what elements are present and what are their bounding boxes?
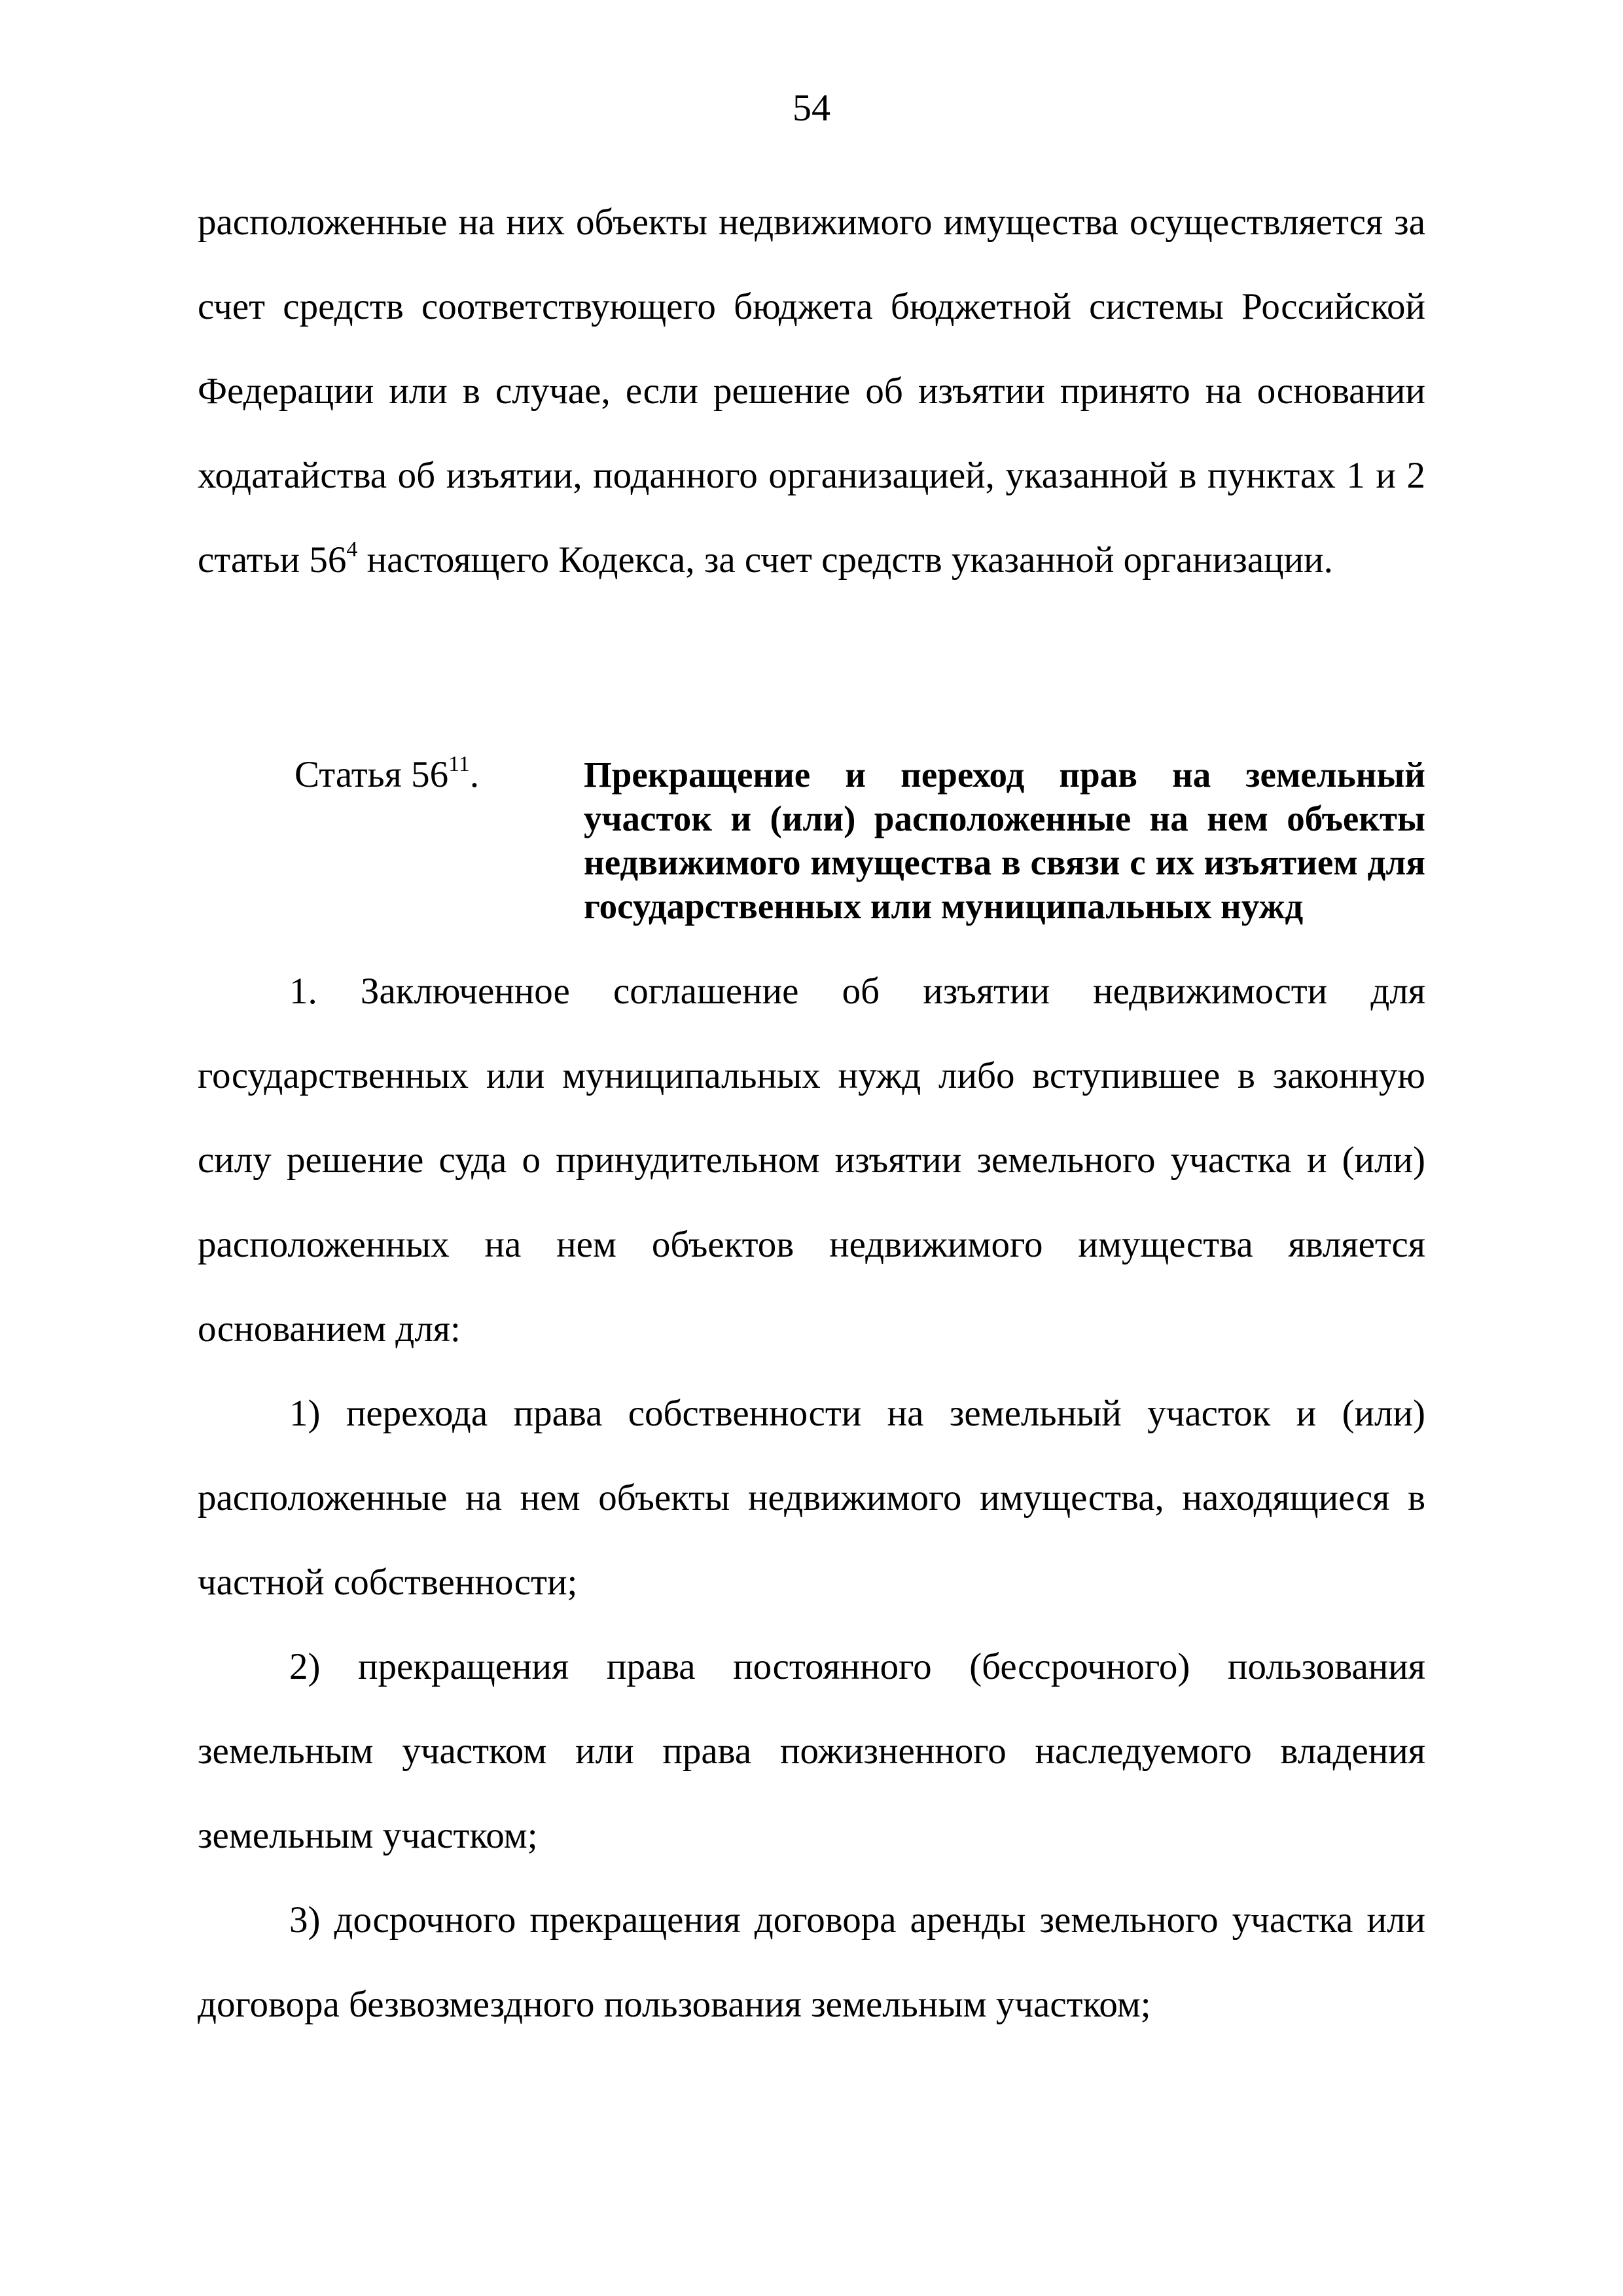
paragraph-1: 1. Заключенное соглашение об изъятии недвижимости для государственных или муниципальных нужд либо вступившее в законную силу решение суда о принудительном изъятии земельного участка и (или) расположенных на нем объектов недвижимого имущества является основанием для: — [198, 971, 1425, 1350]
continuation-paragraph — [198, 180, 1425, 602]
list-item-3: 3) досрочного прекращения договора аренды земельного участка или договора безвозмездного пользования земельным участком; — [198, 1899, 1425, 2025]
list-item-1: 1) перехода права собственности на земельный участок и (или) расположенные на нем объекты недвижимого имущества, находящиеся в частной собственности; — [198, 1393, 1425, 1603]
page-number: 54 — [793, 86, 830, 129]
article-label-prefix: Статья 56 — [294, 754, 449, 795]
article-body — [198, 949, 1425, 2047]
article-label — [294, 753, 479, 797]
continuation-text-part2: настоящего Кодекса, за счет средств указанной организации. — [357, 539, 1333, 581]
continuation-text-part1: расположенные на них объекты недвижимого имущества осуществляется за счет средств соответствующего бюджета бюджетной системы Российской Федерации или в случае, если решение об изъятии принято на основании ходатайства об изъятии, поданного организацией, указанной в пунктах 1 и 2 статьи 56 — [198, 202, 1425, 581]
continuation-block — [198, 180, 1425, 602]
article-title: Прекращение и переход прав на земельный участок и (или) расположенные на нем объекты недвижимого имущества в связи с их изъятием для государственных или муниципальных нужд — [584, 755, 1425, 926]
article-reference-superscript: 4 — [346, 537, 358, 562]
article-label-suffix: . — [469, 754, 480, 795]
article-label-superscript: 11 — [448, 752, 470, 776]
article-heading — [198, 753, 1425, 942]
list-item-2: 2) прекращения права постоянного (бессрочного) пользования земельным участком или права пожизненного наследуемого владения земельным участком; — [198, 1646, 1425, 1856]
